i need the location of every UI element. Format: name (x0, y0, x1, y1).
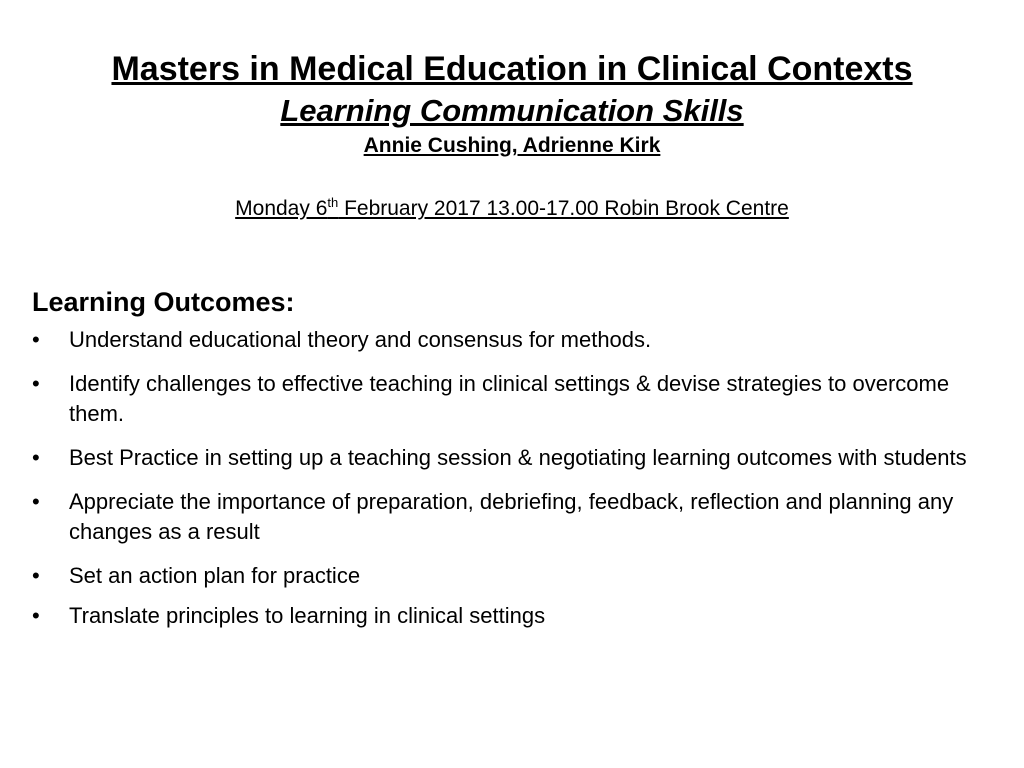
learning-outcome-item (32, 369, 1007, 429)
slide-subtitle: Learning Communication Skills (280, 93, 744, 128)
learning-outcome-item (32, 561, 1007, 591)
learning-outcome-text: Understand educational theory and consensus for methods. (69, 327, 652, 352)
learning-outcome-text: Set an action plan for practice (69, 563, 361, 588)
learning-outcome-item (32, 443, 1007, 473)
bullet-icon: • (32, 371, 40, 396)
bullet-icon: • (32, 445, 40, 470)
session-details (0, 195, 1024, 223)
learning-outcome-item (32, 487, 1007, 547)
learning-outcome-text: Identify challenges to effective teaching in clinical settings & devise strategies to overcome them. (69, 371, 950, 426)
learning-outcome-item (32, 325, 1007, 355)
authors: Annie Cushing, Adrienne Kirk (363, 134, 661, 157)
session-ordinal-suffix: th (327, 195, 339, 210)
learning-outcome-text: Translate principles to learning in clinical settings (69, 603, 546, 628)
session-day: Monday 6 (235, 197, 328, 220)
learning-outcome-text: Best Practice in setting up a teaching session & negotiating learning outcomes with students (69, 445, 967, 470)
learning-outcome-text: Appreciate the importance of preparation, debriefing, feedback, reflection and planning any changes as a result (69, 489, 954, 544)
learning-outcomes-heading: Learning Outcomes: (32, 287, 295, 317)
learning-outcomes-list (32, 325, 1007, 645)
bullet-icon: • (32, 603, 40, 628)
session-date-time-location: February 2017 13.00-17.00 Robin Brook Centre (338, 197, 789, 220)
bullet-icon: • (32, 327, 40, 352)
bullet-icon: • (32, 489, 40, 514)
slide-header (0, 46, 1024, 223)
bullet-icon: • (32, 563, 40, 588)
learning-outcome-item (32, 601, 1007, 631)
slide-title: Masters in Medical Education in Clinical Contexts (111, 50, 913, 88)
